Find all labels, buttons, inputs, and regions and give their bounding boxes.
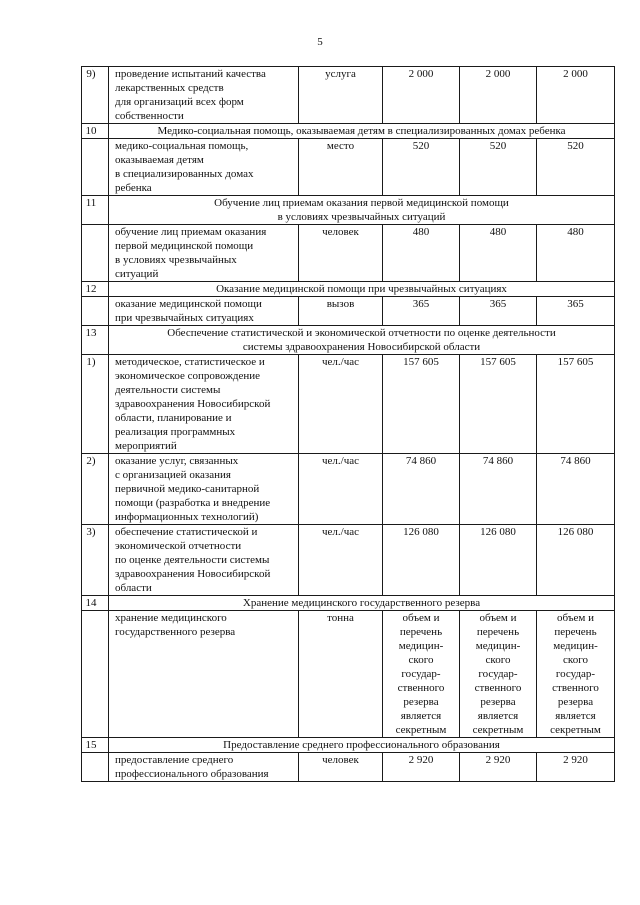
value-text-line: медицин- [398, 640, 444, 652]
section-row [82, 196, 615, 225]
unit-cell: чел./час [299, 355, 383, 454]
value-text-line: секретным [395, 724, 447, 736]
value-year-1: 2 000 [383, 67, 460, 124]
value-text-line: перечень [399, 626, 443, 638]
value-year-1: 126 080 [383, 525, 460, 596]
row-number: 11 [82, 196, 109, 225]
section-title-line: Обеспечение статистической и экономической отчетности по оценке деятельности [167, 327, 556, 339]
table-row [82, 454, 615, 525]
value-year-3 [537, 611, 615, 738]
section-title [109, 124, 615, 139]
value-year-1: 520 [383, 139, 460, 196]
section-title [109, 326, 615, 355]
section-title-line: Оказание медицинской помощи при чрезвычайных ситуациях [216, 283, 507, 295]
value-year-3: 2 000 [537, 67, 615, 124]
value-text-line: медицин- [475, 640, 521, 652]
description-line: лекарственных средств [115, 82, 224, 94]
description-line: обучение лиц приемам оказания [115, 226, 267, 238]
row-number: 3) [82, 525, 109, 596]
description-line: хранение медицинского [115, 612, 227, 624]
value-text-line: секретным [472, 724, 524, 736]
description-line: первичной медико-санитарной [115, 483, 260, 495]
row-number: 14 [82, 596, 109, 611]
section-title [109, 596, 615, 611]
description-line: помощи (разработка и внедрение [115, 497, 271, 509]
section-row [82, 124, 615, 139]
description-line: здравоохранения Новосибирской [115, 398, 271, 410]
value-year-3: 126 080 [537, 525, 615, 596]
section-title-line: Хранение медицинского государственного резерва [242, 597, 481, 609]
value-year-2: 126 080 [460, 525, 537, 596]
description-line: первой медицинской помощи [115, 240, 254, 252]
value-year-3: 74 860 [537, 454, 615, 525]
value-year-2: 74 860 [460, 454, 537, 525]
description-line: ребенка [115, 182, 152, 194]
unit-cell: услуга [299, 67, 383, 124]
unit-cell: вызов [299, 297, 383, 326]
value-text-line: ственного [474, 682, 522, 694]
value-year-3: 520 [537, 139, 615, 196]
unit-cell: тонна [299, 611, 383, 738]
value-text-line: государ- [478, 668, 518, 680]
description-line: здравоохранения Новосибирской [115, 568, 271, 580]
description-line: государственного резерва [115, 626, 236, 638]
value-text-line: объем и [557, 612, 594, 624]
table-body [82, 67, 615, 782]
description-line: медико-социальная помощь, [115, 140, 249, 152]
value-text-line: резерва [557, 696, 594, 708]
description-line: в условиях чрезвычайных [115, 254, 237, 266]
value-year-2: 520 [460, 139, 537, 196]
value-text-line: объем и [479, 612, 517, 624]
table-row [82, 753, 615, 782]
value-text-line: является [400, 710, 442, 722]
section-title-line: в условиях чрезвычайных ситуаций [277, 211, 446, 223]
value-year-1: 480 [383, 225, 460, 282]
value-text-line: медицин- [553, 640, 598, 652]
table-row [82, 297, 615, 326]
section-title-line: Медико-социальная помощь, оказываемая детям в специализированных домах ребенка [157, 125, 566, 137]
unit-cell: место [299, 139, 383, 196]
service-description [109, 611, 299, 738]
unit-cell: человек [299, 753, 383, 782]
section-title [109, 282, 615, 297]
table-row [82, 139, 615, 196]
row-number: 2) [82, 454, 109, 525]
unit-cell: чел./час [299, 525, 383, 596]
description-line: оказание медицинской помощи [115, 298, 262, 310]
value-year-2: 2 920 [460, 753, 537, 782]
value-year-3: 365 [537, 297, 615, 326]
row-number [82, 225, 109, 282]
table-row [82, 355, 615, 454]
row-number: 12 [82, 282, 109, 297]
row-number: 10 [82, 124, 109, 139]
service-description [109, 139, 299, 196]
unit-cell: человек [299, 225, 383, 282]
value-year-3: 2 920 [537, 753, 615, 782]
table-row [82, 525, 615, 596]
value-year-2: 2 000 [460, 67, 537, 124]
section-row [82, 326, 615, 355]
description-line: с организацией оказания [115, 469, 231, 481]
row-number: 9) [82, 67, 109, 124]
description-line: при чрезвычайных ситуациях [115, 312, 254, 324]
description-line: реализация программных [115, 426, 236, 438]
table-row [82, 67, 615, 124]
section-title-line: Предоставление среднего профессионального образования [223, 739, 500, 751]
section-row [82, 738, 615, 753]
service-description [109, 355, 299, 454]
value-text-line: объем и [402, 612, 440, 624]
value-text-line: резерва [480, 696, 516, 708]
description-line: мероприятий [115, 440, 177, 452]
service-description [109, 225, 299, 282]
description-line: по оценке деятельности системы [115, 554, 270, 566]
service-description [109, 525, 299, 596]
description-line: в специализированных домах [115, 168, 254, 180]
row-number: 1) [82, 355, 109, 454]
value-text-line: перечень [476, 626, 520, 638]
description-line: собственности [115, 110, 184, 122]
section-title-line: Обучение лиц приемам оказания первой медицинской помощи [214, 197, 509, 209]
section-title [109, 738, 615, 753]
row-number [82, 139, 109, 196]
row-number: 13 [82, 326, 109, 355]
value-text-line: ского [563, 654, 588, 666]
value-text-line: ственного [397, 682, 445, 694]
row-number [82, 611, 109, 738]
description-line: для организаций всех форм [115, 96, 244, 108]
section-title-line: системы здравоохранения Новосибирской области [242, 341, 481, 353]
description-line: экономической отчетности [115, 540, 242, 552]
row-number [82, 297, 109, 326]
value-text-line: государ- [401, 668, 441, 680]
section-row [82, 282, 615, 297]
section-title [109, 196, 615, 225]
description-line: обеспечение статистической и [115, 526, 258, 538]
value-text-line: является [555, 710, 596, 722]
description-line: области [115, 582, 152, 594]
table-row [82, 225, 615, 282]
value-text-line: перечень [554, 626, 597, 638]
description-line: экономическое сопровождение [115, 370, 261, 382]
value-year-2 [460, 611, 537, 738]
row-number [82, 753, 109, 782]
value-text-line: резерва [403, 696, 439, 708]
section-row [82, 596, 615, 611]
value-text-line: секретным [550, 724, 601, 736]
value-year-2: 157 605 [460, 355, 537, 454]
unit-cell: чел./час [299, 454, 383, 525]
description-line: области, планирование и [115, 412, 232, 424]
value-year-3: 157 605 [537, 355, 615, 454]
description-line: деятельности системы [115, 384, 221, 396]
value-year-1: 365 [383, 297, 460, 326]
value-text-line: ственного [552, 682, 599, 694]
description-line: ситуаций [115, 268, 159, 280]
value-text-line: государ- [555, 668, 596, 680]
value-year-1 [383, 611, 460, 738]
value-year-2: 365 [460, 297, 537, 326]
description-line: предоставление среднего [115, 754, 234, 766]
value-year-1: 2 920 [383, 753, 460, 782]
page-number: 5 [317, 36, 323, 48]
description-line: профессионального образования [115, 768, 269, 780]
service-description [109, 297, 299, 326]
value-year-3: 480 [537, 225, 615, 282]
value-text-line: ского [485, 654, 511, 666]
value-text-line: ского [408, 654, 434, 666]
description-line: методическое, статистическое и [115, 356, 265, 368]
description-line: оказание услуг, связанных [115, 455, 239, 467]
service-description [109, 67, 299, 124]
description-line: информационных технологий) [115, 511, 259, 523]
table-row [82, 611, 615, 738]
service-description [109, 454, 299, 525]
service-description [109, 753, 299, 782]
value-year-2: 480 [460, 225, 537, 282]
value-year-1: 74 860 [383, 454, 460, 525]
services-table [81, 66, 615, 782]
value-year-1: 157 605 [383, 355, 460, 454]
description-line: оказываемая детям [115, 154, 204, 166]
row-number: 15 [82, 738, 109, 753]
description-line: проведение испытаний качества [115, 68, 266, 80]
value-text-line: является [477, 710, 519, 722]
